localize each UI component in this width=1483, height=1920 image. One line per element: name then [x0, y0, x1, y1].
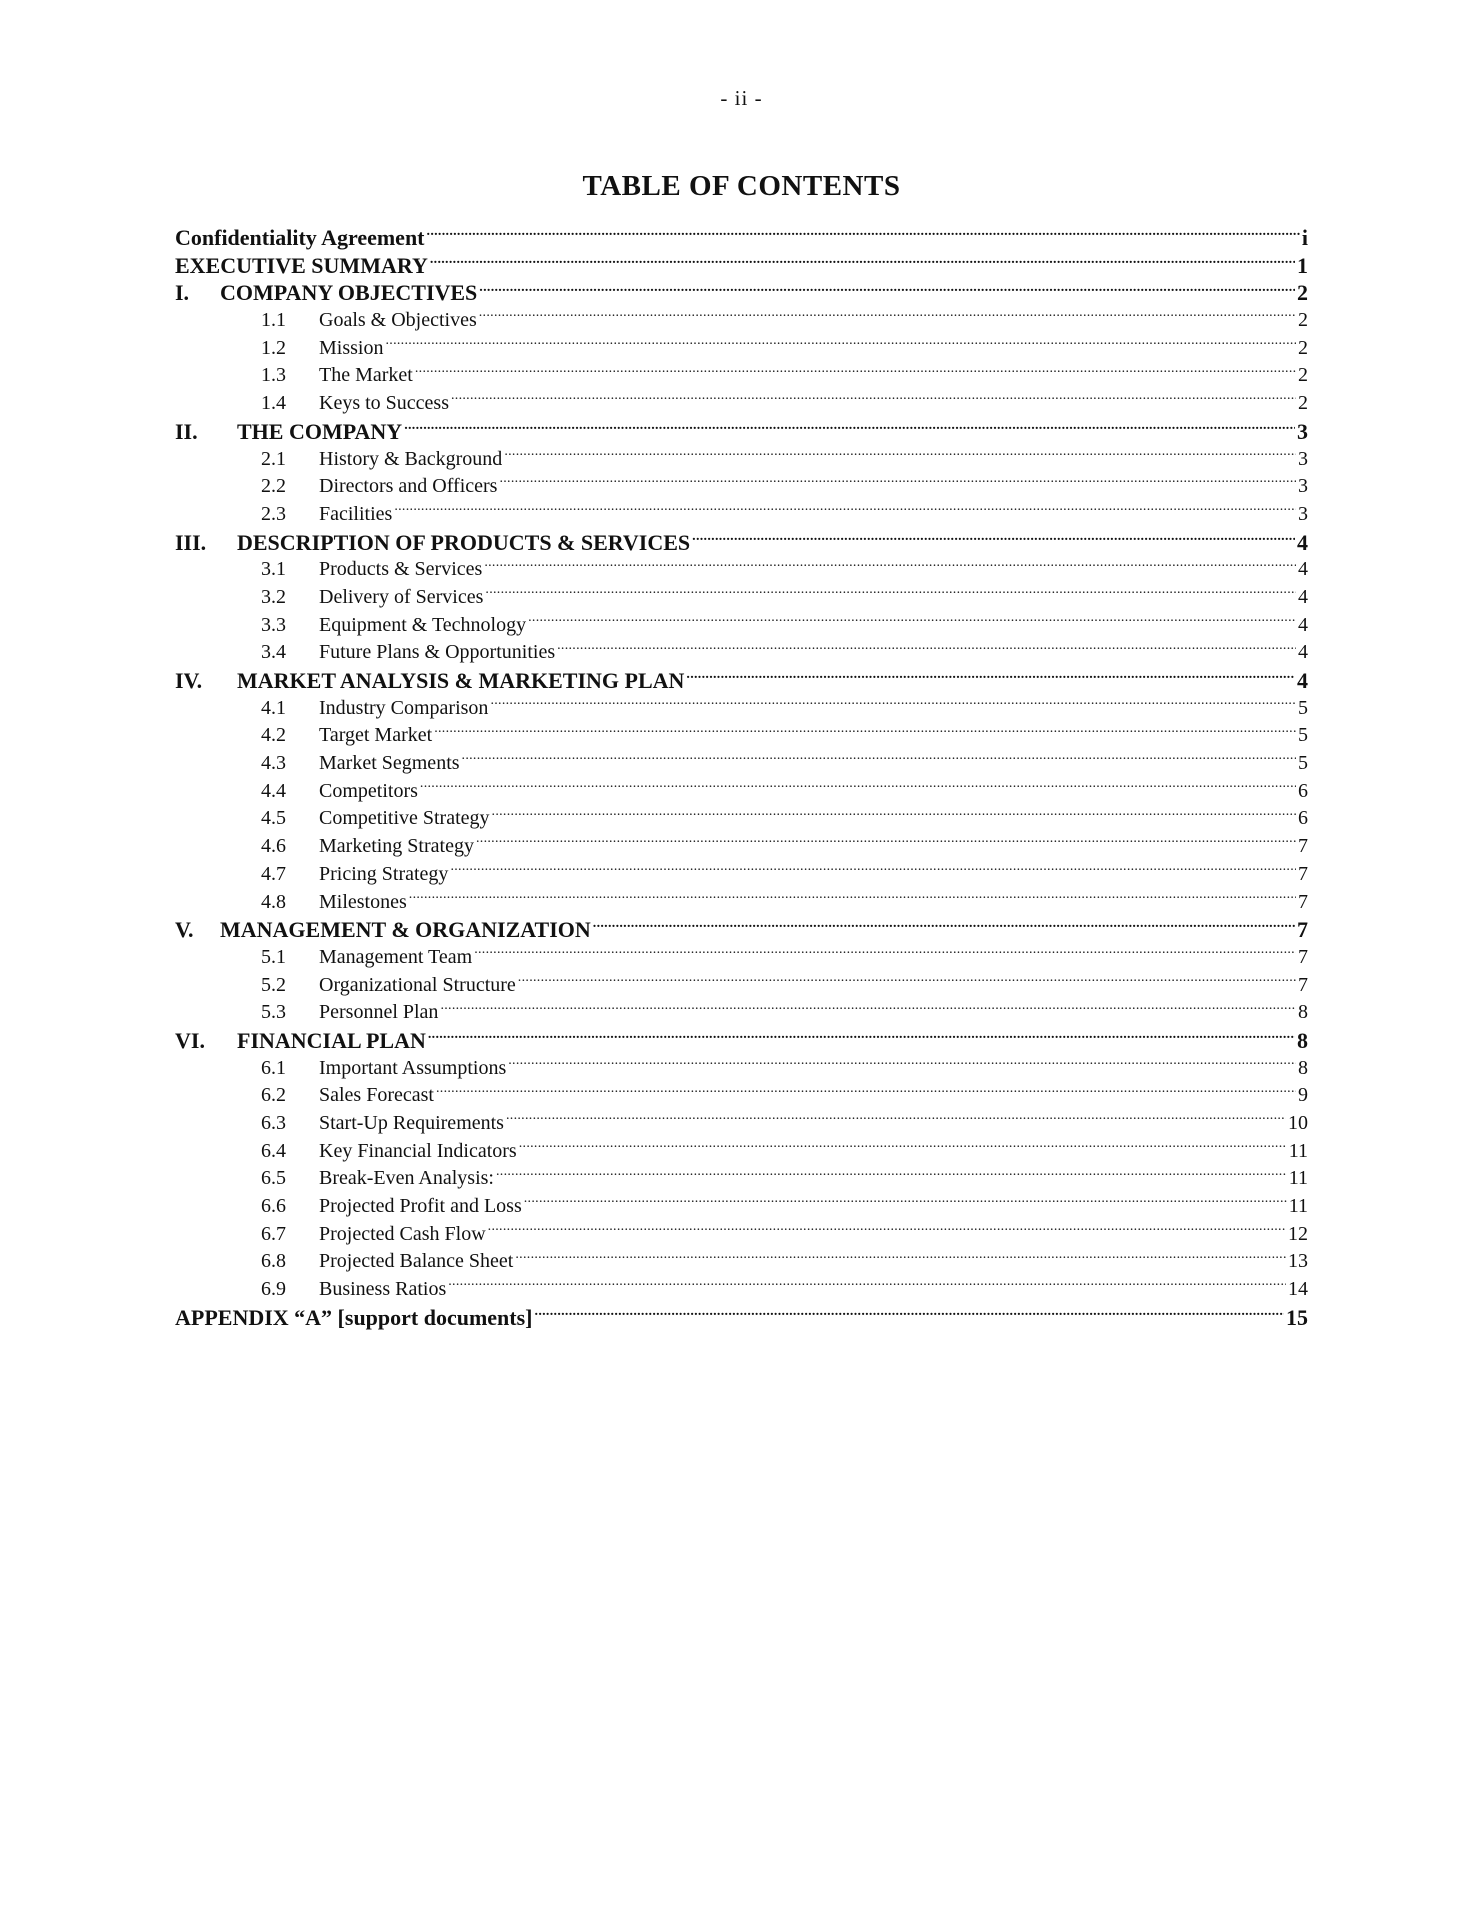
- toc-entry-label: Industry Comparison: [319, 696, 489, 719]
- toc-entry-page: 2: [1298, 364, 1308, 387]
- page-number: - ii -: [720, 86, 763, 110]
- toc-dot-leader: [479, 278, 1295, 300]
- toc-dot-leader: [476, 832, 1296, 852]
- toc-dot-leader: [499, 472, 1296, 492]
- toc-dot-leader: [692, 528, 1295, 550]
- toc-entry-label: Organizational Structure: [319, 973, 516, 996]
- toc-entry-page: 3: [1298, 475, 1308, 498]
- toc-dot-leader: [519, 1137, 1287, 1157]
- toc-entry-label: Mission: [319, 336, 384, 359]
- toc-entry-page: 7: [1298, 835, 1308, 858]
- toc-dot-leader: [462, 749, 1296, 769]
- toc-dot-leader: [427, 223, 1300, 245]
- toc-dot-leader: [518, 971, 1296, 991]
- toc-entry-label: Start-Up Requirements: [319, 1112, 504, 1134]
- toc-entry-label: Projected Profit and Loss: [319, 1195, 522, 1218]
- toc-subsection-entry[interactable]: [175, 804, 1308, 832]
- toc-entry-label: Marketing Strategy: [319, 835, 474, 858]
- toc-subsection-entry[interactable]: [175, 361, 1308, 389]
- toc-subsection-entry[interactable]: [175, 777, 1308, 805]
- toc-entry-number: 2.1: [261, 447, 286, 470]
- toc-entry-number: II.: [175, 418, 198, 444]
- toc-entry-label: FINANCIAL PLAN: [237, 1027, 426, 1053]
- toc-subsection-entry[interactable]: [175, 1164, 1308, 1192]
- toc-entry-page: 4: [1298, 641, 1308, 664]
- toc-entry-number: 6.4: [261, 1139, 286, 1162]
- toc-entry-number: 4.7: [261, 862, 286, 885]
- toc-entry-label: Competitors: [319, 779, 418, 802]
- toc-subsection-entry[interactable]: [175, 1109, 1308, 1137]
- toc-entry-label: Pricing Strategy: [319, 862, 449, 885]
- toc-subsection-entry[interactable]: [175, 500, 1308, 528]
- toc-entry-page: 3: [1298, 502, 1308, 525]
- toc-subsection-entry[interactable]: [175, 1137, 1308, 1165]
- toc-dot-leader: [508, 1054, 1296, 1074]
- toc-entry-label: Delivery of Services: [319, 585, 484, 608]
- toc-dot-leader: [496, 1164, 1287, 1184]
- toc-entry-label: Sales Forecast: [319, 1084, 434, 1107]
- toc-dot-leader: [515, 1247, 1286, 1267]
- toc-section-entry[interactable]: [175, 666, 1308, 694]
- toc-subsection-entry[interactable]: [175, 1192, 1308, 1220]
- toc-entry-label: Important Assumptions: [319, 1056, 507, 1079]
- toc-entry-label: Key Financial Indicators: [319, 1139, 517, 1162]
- toc-entry-page: 4: [1298, 558, 1308, 581]
- toc-subsection-entry[interactable]: [175, 389, 1308, 417]
- toc-entry-label: Goals & Objectives: [319, 309, 477, 332]
- toc-subsection-entry[interactable]: [175, 860, 1308, 888]
- toc-dot-leader: [448, 1275, 1286, 1295]
- table-of-contents: [175, 223, 1308, 1331]
- toc-dot-leader: [506, 1109, 1286, 1129]
- toc-entry-number: 3.4: [261, 641, 286, 664]
- toc-subsection-entry[interactable]: [175, 888, 1308, 916]
- toc-section-entry[interactable]: [175, 251, 1308, 279]
- toc-entry-number: 4.4: [261, 779, 286, 802]
- toc-dot-leader: [524, 1192, 1287, 1212]
- toc-entry-number: 4.5: [261, 807, 286, 830]
- toc-entry-label: Target Market: [319, 724, 433, 747]
- toc-entry-label: THE COMPANY: [237, 418, 403, 444]
- toc-entry-page: 2: [1298, 309, 1308, 332]
- toc-dot-leader: [686, 666, 1295, 688]
- toc-entry-number: 1.2: [261, 336, 286, 359]
- toc-entry-label: Management Team: [319, 945, 473, 968]
- toc-entry-number: 6.8: [261, 1250, 286, 1273]
- toc-entry-page: 8: [1298, 1001, 1308, 1024]
- toc-dot-leader: [492, 804, 1296, 824]
- toc-subsection-entry[interactable]: [175, 721, 1308, 749]
- toc-entry-page: 12: [1288, 1222, 1308, 1245]
- toc-dot-leader: [415, 361, 1296, 381]
- toc-subsection-entry[interactable]: [175, 1054, 1308, 1082]
- toc-entry-label: Directors and Officers: [319, 475, 498, 498]
- toc-entry-number: IV.: [175, 668, 203, 693]
- toc-section-entry[interactable]: [175, 1303, 1308, 1331]
- toc-entry-number: 5.3: [261, 1001, 286, 1024]
- toc-entry-number: V.: [175, 917, 194, 943]
- toc-subsection-entry[interactable]: [175, 583, 1308, 611]
- toc-entry-page: 5: [1298, 752, 1308, 775]
- toc-entry-page: 7: [1297, 917, 1308, 943]
- toc-entry-label: Future Plans & Opportunities: [319, 641, 556, 664]
- toc-subsection-entry[interactable]: [175, 694, 1308, 722]
- toc-entry-number: 3.2: [261, 585, 286, 608]
- toc-subsection-entry[interactable]: [175, 943, 1308, 971]
- toc-dot-leader: [504, 445, 1296, 465]
- toc-subsection-entry[interactable]: [175, 1275, 1308, 1303]
- toc-dot-leader: [488, 1220, 1286, 1240]
- toc-entry-page: 6: [1298, 779, 1308, 802]
- toc-subsection-entry[interactable]: [175, 638, 1308, 666]
- toc-subsection-entry[interactable]: [175, 1220, 1308, 1248]
- toc-entry-label: Projected Cash Flow: [319, 1222, 486, 1245]
- toc-dot-leader: [484, 555, 1296, 575]
- toc-subsection-entry[interactable]: [175, 998, 1308, 1026]
- toc-subsection-entry[interactable]: [175, 832, 1308, 860]
- toc-entry-page: 7: [1298, 862, 1308, 885]
- toc-subsection-entry[interactable]: [175, 555, 1308, 583]
- toc-entry-number: 2.3: [261, 502, 286, 525]
- toc-dot-leader: [428, 1026, 1295, 1048]
- toc-entry-page: 7: [1298, 945, 1308, 968]
- toc-entry-page: 7: [1298, 890, 1308, 913]
- toc-entry-page: 4: [1297, 529, 1308, 555]
- toc-entry-page: 10: [1288, 1112, 1308, 1134]
- toc-section-entry[interactable]: [175, 417, 1308, 445]
- toc-entry-page: 3: [1297, 418, 1308, 444]
- toc-entry-page: 11: [1288, 1139, 1308, 1162]
- toc-entry-number: VI.: [175, 1027, 205, 1053]
- toc-dot-leader: [485, 583, 1296, 603]
- toc-entry-page: 6: [1298, 807, 1308, 830]
- toc-entry-page: 8: [1298, 1056, 1308, 1079]
- toc-entry-page: 2: [1297, 280, 1308, 306]
- toc-entry-number: 1.1: [261, 309, 286, 332]
- toc-entry-number: 6.2: [261, 1084, 286, 1107]
- toc-entry-number: 4.1: [261, 696, 286, 719]
- toc-dot-leader: [490, 694, 1296, 714]
- toc-entry-page: 2: [1298, 336, 1308, 359]
- toc-subsection-entry[interactable]: [175, 1081, 1308, 1109]
- toc-subsection-entry[interactable]: [175, 306, 1308, 334]
- toc-entry-page: 4: [1298, 613, 1308, 636]
- toc-dot-leader: [450, 860, 1296, 880]
- toc-entry-label: EXECUTIVE SUMMARY: [175, 252, 428, 278]
- toc-entry-label: Confidentiality Agreement: [175, 225, 425, 250]
- toc-entry-label: History & Background: [319, 447, 503, 470]
- toc-dot-leader: [420, 777, 1296, 797]
- toc-entry-number: 4.2: [261, 724, 286, 747]
- toc-dot-leader: [451, 389, 1296, 409]
- toc-entry-number: 4.8: [261, 890, 286, 913]
- toc-entry-number: I.: [175, 280, 190, 306]
- toc-entry-page: 1: [1297, 252, 1308, 278]
- toc-dot-leader: [557, 638, 1296, 658]
- toc-entry-page: 7: [1298, 973, 1308, 996]
- toc-dot-leader: [474, 943, 1296, 963]
- toc-subsection-entry[interactable]: [175, 749, 1308, 777]
- toc-entry-number: III.: [175, 529, 207, 555]
- toc-dot-leader: [385, 334, 1296, 354]
- toc-subsection-entry[interactable]: [175, 611, 1308, 639]
- toc-entry-label: MARKET ANALYSIS & MARKETING PLAN: [237, 668, 685, 693]
- toc-entry-label: Personnel Plan: [319, 1001, 439, 1024]
- toc-entry-label: Keys to Success: [319, 392, 449, 415]
- toc-entry-label: MANAGEMENT & ORGANIZATION: [220, 917, 591, 943]
- toc-section-entry[interactable]: [175, 915, 1308, 943]
- toc-entry-label: Projected Balance Sheet: [319, 1250, 514, 1273]
- toc-entry-page: 14: [1288, 1278, 1308, 1301]
- toc-entry-page: 11: [1288, 1195, 1308, 1218]
- toc-entry-label: DESCRIPTION OF PRODUCTS & SERVICES: [237, 529, 691, 555]
- toc-entry-number: 6.7: [261, 1222, 286, 1245]
- toc-dot-leader: [436, 1081, 1296, 1101]
- toc-section-entry[interactable]: [175, 528, 1308, 556]
- toc-entry-label: COMPANY OBJECTIVES: [220, 280, 478, 306]
- toc-entry-label: Break-Even Analysis:: [319, 1167, 494, 1190]
- toc-entry-number: 1.4: [261, 392, 286, 415]
- toc-dot-leader: [535, 1303, 1284, 1325]
- toc-entry-number: 4.3: [261, 752, 286, 775]
- toc-entry-page: 4: [1298, 585, 1308, 608]
- toc-entry-number: 4.6: [261, 835, 286, 858]
- toc-dot-leader: [528, 611, 1296, 631]
- toc-entry-number: 6.9: [261, 1278, 286, 1301]
- toc-entry-label: Competitive Strategy: [319, 807, 490, 830]
- toc-dot-leader: [479, 306, 1296, 326]
- toc-entry-number: 5.1: [261, 945, 286, 968]
- toc-entry-number: 6.5: [261, 1167, 286, 1190]
- toc-dot-leader: [434, 721, 1296, 741]
- toc-section-entry[interactable]: [175, 1026, 1308, 1054]
- toc-entry-label: Equipment & Technology: [319, 613, 527, 636]
- toc-dot-leader: [409, 888, 1296, 908]
- toc-subsection-entry[interactable]: [175, 971, 1308, 999]
- toc-entry-page: 2: [1298, 392, 1308, 415]
- toc-section-entry[interactable]: [175, 278, 1308, 306]
- toc-entry-label: The Market: [319, 364, 413, 387]
- toc-entry-page: i: [1301, 225, 1308, 250]
- toc-subsection-entry[interactable]: [175, 1247, 1308, 1275]
- toc-entry-number: 3.3: [261, 613, 286, 636]
- toc-entry-label: Products & Services: [319, 558, 483, 581]
- toc-entry-page: 13: [1288, 1250, 1308, 1273]
- toc-entry-number: 6.3: [261, 1112, 286, 1134]
- toc-entry-number: 2.2: [261, 475, 286, 498]
- toc-entry-page: 5: [1298, 696, 1308, 719]
- toc-entry-label: Facilities: [319, 502, 393, 525]
- toc-entry-number: 1.3: [261, 364, 286, 387]
- toc-entry-page: 4: [1297, 668, 1308, 693]
- toc-entry-label: APPENDIX “A” [support documents]: [175, 1304, 533, 1330]
- toc-subsection-entry[interactable]: [175, 334, 1308, 362]
- toc-entry-page: 5: [1298, 724, 1308, 747]
- toc-entry-page: 3: [1298, 447, 1308, 470]
- toc-dot-leader: [440, 998, 1296, 1018]
- toc-section-entry[interactable]: [175, 223, 1308, 251]
- toc-entry-label: Market Segments: [319, 752, 460, 775]
- toc-entry-page: 11: [1288, 1167, 1308, 1190]
- toc-dot-leader: [394, 500, 1296, 520]
- toc-subsection-entry[interactable]: [175, 472, 1308, 500]
- toc-entry-page: 15: [1286, 1304, 1308, 1330]
- toc-dot-leader: [404, 417, 1295, 439]
- toc-dot-leader: [430, 251, 1295, 273]
- toc-dot-leader: [593, 915, 1295, 937]
- toc-entry-label: Milestones: [319, 890, 407, 913]
- toc-entry-number: 6.1: [261, 1056, 286, 1079]
- toc-entry-number: 6.6: [261, 1195, 286, 1218]
- toc-entry-number: 3.1: [261, 558, 286, 581]
- toc-entry-number: 5.2: [261, 973, 286, 996]
- toc-title: TABLE OF CONTENTS: [582, 170, 901, 202]
- toc-subsection-entry[interactable]: [175, 445, 1308, 473]
- toc-entry-page: 9: [1298, 1084, 1308, 1107]
- toc-entry-label: Business Ratios: [319, 1278, 447, 1301]
- toc-entry-page: 8: [1297, 1027, 1308, 1053]
